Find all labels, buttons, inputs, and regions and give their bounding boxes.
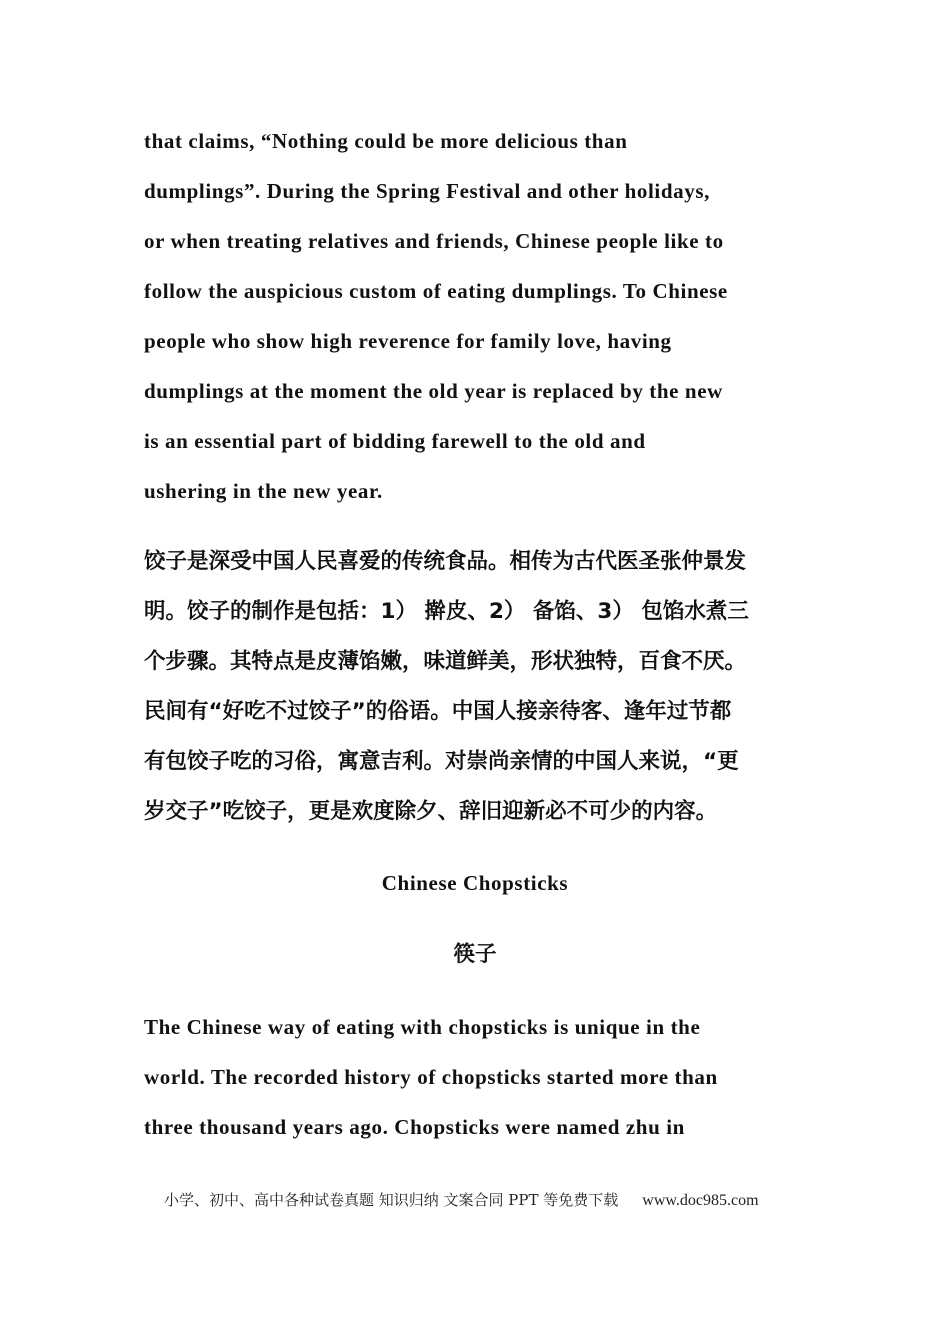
text-line: 有包饺子吃的习俗，寓意吉利。对崇尚亲情的中国人来说，“更 [144, 749, 739, 774]
text-line: people who show high reverence for family love, having [144, 329, 672, 353]
dumplings-chinese-paragraph [144, 537, 824, 837]
chopsticks-english-paragraph [144, 1002, 824, 1152]
text-line: 民间有“好吃不过饺子”的俗语。中国人接亲待客、逢年过节都 [144, 699, 732, 724]
text-line: or when treating relatives and friends, Chinese people like to [144, 229, 724, 253]
text-line: 饺子是深受中国人民喜爱的传统食品。相传为古代医圣张仲景发 [144, 549, 747, 574]
section-title-chinese: 筷子 [453, 942, 497, 967]
text-line: follow the auspicious custom of eating dumplings. To Chinese [144, 279, 728, 303]
footer-url-link[interactable]: www.doc985.com [642, 1192, 759, 1209]
text-line: 岁交子”吃饺子，更是欢度除夕、辞旧迎新必不可少的内容。 [144, 799, 718, 824]
text-line: ushering in the new year. [144, 479, 383, 503]
text-line: The Chinese way of eating with chopsticks is unique in the [144, 1015, 701, 1039]
dumplings-english-paragraph [144, 116, 824, 516]
text-line: dumplings at the moment the old year is replaced by the new [144, 379, 723, 403]
text-line: dumplings”. During the Spring Festival and other holidays, [144, 179, 710, 203]
text-line: 个步骤。其特点是皮薄馅嫩，味道鲜美，形状独特，百食不厌。 [144, 649, 747, 674]
footer-text: 小学、初中、高中各种试卷真题 知识归纳 文案合同 PPT 等免费下载 [164, 1191, 619, 1209]
section-title-english: Chinese Chopsticks [381, 871, 569, 895]
text-line: 明。饺子的制作是包括：1） 擀皮、2） 备馅、3） 包馅水煮三 [144, 599, 749, 624]
text-line: world. The recorded history of chopsticks started more than [144, 1065, 718, 1089]
text-line: three thousand years ago. Chopsticks were named zhu in [144, 1115, 685, 1139]
page-footer [164, 1189, 759, 1210]
text-line: is an essential part of bidding farewell to the old and [144, 429, 646, 453]
text-line: that claims, “Nothing could be more delicious than [144, 129, 628, 153]
